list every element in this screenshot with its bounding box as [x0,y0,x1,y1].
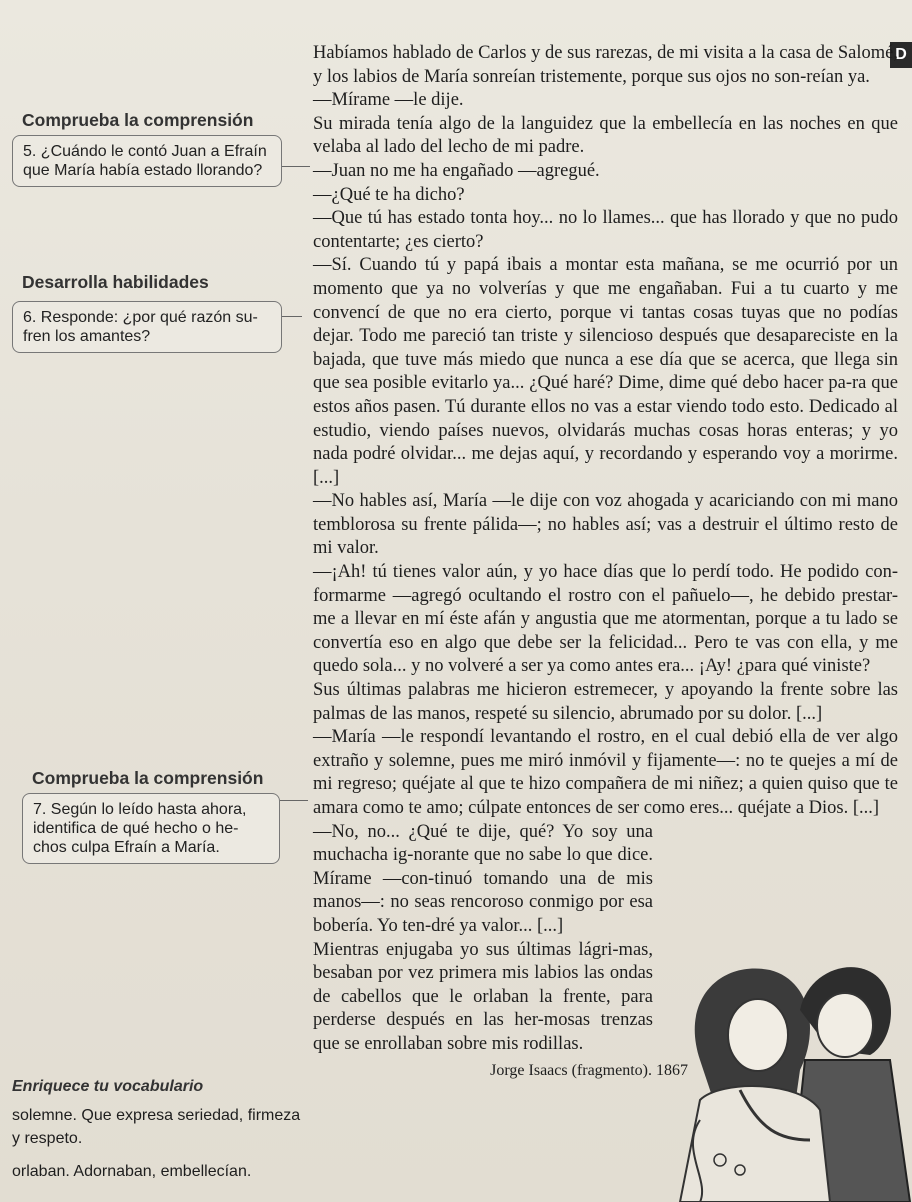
story-paragraph: —Juan no me ha engañado —agregué. [313,160,600,181]
box-question: 7. Según lo leído hasta ahora, identifica de qué hecho o he-chos culpa Efraín a María. [22,793,280,864]
story-paragraph: Su mirada tenía algo de la languidez que la embellecía en las noches en que velaba al lado del lecho de mi padre. [313,113,898,158]
story-paragraph: —¡Ah! tú tienes valor aún, y yo hace días que lo perdí todo. He podido con-formarme —agregó ocultando el rostro con el pañuelo—, he debido prestar-me a llevar en mí éste afán y angustia que me atormentan, porque a tu lado se convertía eso en algo que debe ser la felicidad... Pero te vas con ella, y me quedo sola... y no volveré a ser ya como antes era... ¡Ay! ¿para qué viniste? [313,562,898,677]
box-title: Comprueba la comprensión [22,110,254,130]
story-paragraph: —¿Qué te ha dicho? [313,184,465,205]
story-paragraph: Habíamos hablado de Carlos y de sus rarezas, de mi visita a la casa de Salomé, y los labios de María sonreían tristemente, porque sus ojos no son-reían ya. [313,43,898,87]
vocabulary-entry [12,1104,302,1150]
comprehension-box-5 [12,110,282,187]
leader-line [282,316,302,317]
leader-line [282,166,310,167]
box-question: 5. ¿Cuándo le contó Juan a Efraín que María había estado llorando? [12,135,282,187]
story-paragraph: Sus últimas palabras me hicieron estremecer, y apoyando la frente sobre las palmas de las manos, respeté su silencio, abrumado por su dolor. [...] [313,680,898,724]
comprehension-box-7 [22,768,280,864]
story-paragraph: —Sí. Cuando tú y papá ibais a montar esta mañana, se me ocurrió por un momento que ya no volverías y que me engañaban. Fui a tu cuarto y me convencí de que no era cierto, porque vi tantas cosas tuyas que no podías dejar. Todo me pareció tan triste y silencioso después que desapareciste en la bajada, que tuve más miedo que nunca a ese día que se acerca, que llega sin que sea posible evitarlo ya... ¿Qué haré? Dime, dime qué debo hacer pa-ra que estos años pasen. Tú durante ellos no vas a estar viendo todo esto. Dedicado al estudio, viendo países nuevos, olvidarás muchas cosas horas enteras; y yo nada podré olvidar... me dejas aquí, y recordando y esperando voy a morirme. [...] [313,255,898,488]
skills-box-6 [12,272,282,353]
story-paragraph: —María —le respondí levantando el rostro, en el cual debió ella de ver algo extraño y solemne, pues me miró inmóvil y fijamente—: no te quejes a mí de mi regreso; quéjate al que te hizo compañera de mi niñez; a quien quiso que te amara como te amo; cúlpate entonces de ser como eres... quéjate a Dios. [...] [313,727,898,818]
leader-line [280,800,308,801]
vocabulary-box [12,1075,302,1183]
vocabulary-definition: Que expresa seriedad, firmeza y respeto. [12,1107,301,1147]
box-title: Desarrolla habilidades [22,272,209,292]
story-paragraph: —No, no... ¿Qué te dije, qué? Yo soy una muchacha ig-norante que no sabe lo que dice. Mírame —con-tinuó tomando una de mis manos—: no seas rencoroso conmigo por esa bobería. Yo ten-dré ya valor... [...] [313,821,653,936]
story-paragraph: —Que tú has estado tonta hoy... no lo llames... que has llorado y que no pudo contentarte; ¿es cierto? [313,208,898,252]
story-paragraph: Mientras enjugaba yo sus últimas lágri-mas, besaban por vez primera mis labios las ondas de cabellos que le orlaban la frente, para perderse después en las her-mosas trenzas que se enrollaban sobre mis rodillas. [313,939,653,1054]
story-paragraph: —Mírame —le dije. [313,90,464,111]
story-paragraph: —No hables así, María —le dije con voz ahogada y acariciando con mi mano temblorosa su frente pálida—; no hables así; vas a destruir el último resto de mi valor. [313,491,898,559]
box-title: Comprueba la comprensión [32,768,264,788]
vocabulary-entry [12,1160,302,1183]
story-author: Jorge Isaacs (fragmento). 1867 [490,1061,688,1079]
vocabulary-word: orlaban. [12,1163,70,1180]
vocabulary-word: solemne. [12,1107,77,1124]
box-question: 6. Responde: ¿por qué razón su-fren los amantes? [12,301,282,353]
vocabulary-title: Enriquece tu vocabulario [12,1078,204,1095]
page-tab: D [890,42,912,68]
couple-illustration [640,940,912,1202]
vocabulary-definition: Adornaban, embellecían. [73,1163,252,1180]
story-text [313,42,898,1082]
